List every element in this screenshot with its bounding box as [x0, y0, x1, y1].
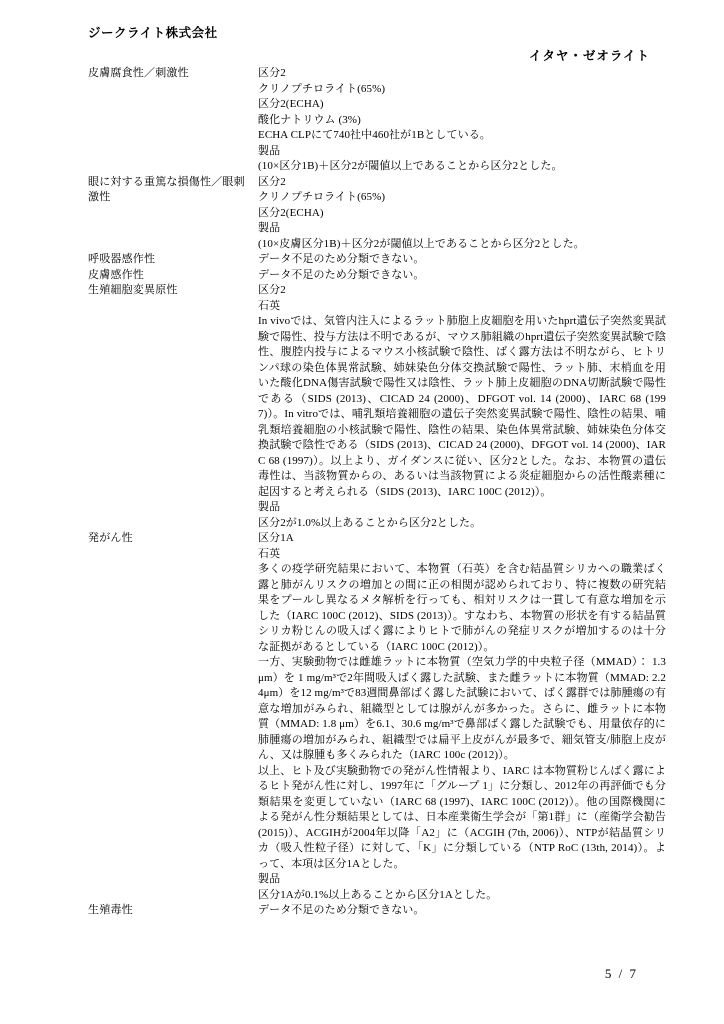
hazard-text-line: 区分2が1.0%以上あることから区分2とした。	[258, 516, 482, 529]
hazard-text-line: In vivoでは、気管内注入によるラット肺胞上皮細胞を用いたhprt遺伝子突然変異試験で陽性、投与方法は不明であるが、マウス肺組織のhprt遺伝子突然変異試験で陰性、腹腔内投与によるマウス小核試験で陰性、ばく露方法は不明ながら、ヒトリンパ球の染色体異常試験、姉妹染色分体交換試験で陽性、ラット肺、末梢血を用いた酸化DNA傷害試験で陽性又は陰性、ラット肺上皮細胞のDNA切断試験で陽性である（SIDS (2013)、CICAD 24 (2000)、DFGOT vol. 14 (2000)、IARC 68 (1997)）。In vitroでは、哺乳類培養細胞の遺伝子突然変異試験で陽性、陰性の結果、哺乳類培養細胞の小核試験で陽性、陰性の結果、染色体異常試験、姉妹染色分体交換試験で陰性である（SIDS (2013)、CICAD 24 (2000)、DFGOT vol. 14 (2000)、IARC 68 (1997)）。以上より、ガイダンスに従い、区分2とした。なお、本物質の遺伝毒性は、当該物質からの、あるいは当該物質による炎症細胞からの活性酸素種に起因すると考えられる（SIDS (2013)、IARC 100C (2012)）。	[258, 315, 667, 498]
hazard-body	[258, 268, 666, 284]
hazard-text-line: 石英	[258, 299, 281, 312]
page-header	[88, 23, 650, 64]
hazard-body	[258, 283, 666, 531]
hazard-text-line: 区分2	[258, 175, 286, 188]
hazard-label: 発がん性	[88, 532, 133, 544]
company-name: ジークライト株式会社	[88, 26, 218, 40]
hazard-row	[88, 531, 666, 903]
hazard-label: 皮膚感作性	[88, 268, 144, 281]
hazard-label: 皮膚腐食性／刺激性	[88, 67, 189, 79]
hazard-text-line: 製品	[258, 873, 281, 885]
hazard-text-line: 製品	[258, 144, 281, 157]
hazard-text-line: データ不足のため分類できない。	[258, 904, 425, 916]
hazard-row	[88, 175, 666, 253]
hazard-text-line: (10×皮膚区分1B)＋区分2が閾値以上であることから区分2とした。	[258, 237, 585, 250]
hazard-text-line: 区分1A	[258, 532, 294, 544]
hazard-text-line: 酸化ナトリウム (3%)	[258, 113, 361, 126]
hazard-text-line: 製品	[258, 222, 281, 234]
hazard-label: 生殖細胞変異原性	[88, 284, 178, 296]
hazard-text-line: (10×区分1B)＋区分2が閾値以上であることから区分2とした。	[258, 160, 563, 172]
hazard-body	[258, 252, 666, 268]
hazard-label: 眼に対する重篤な損傷性／眼刺激性	[88, 175, 245, 203]
hazard-body	[258, 903, 666, 919]
hazard-text-line: ECHA CLPにて740社中460社が1Bとしている。	[258, 129, 491, 141]
hazard-text-line: 区分2(ECHA)	[258, 206, 324, 219]
hazard-text-line: 区分1Aが0.1%以上あることから区分1Aとした。	[258, 888, 498, 901]
page-number: 5 / 7	[604, 966, 638, 981]
hazard-text-line: データ不足のため分類できない。	[258, 253, 425, 265]
hazard-label: 呼吸器感作性	[88, 253, 156, 265]
hazard-row	[88, 66, 666, 175]
hazard-text-line: クリノプチロライト(65%)	[258, 191, 386, 203]
hazard-text-line: 製品	[258, 501, 281, 513]
hazard-body	[258, 531, 666, 903]
hazard-text-line: 区分2	[258, 284, 286, 296]
hazard-row	[88, 283, 666, 531]
product-name: イタヤ・ゼオライト	[528, 49, 650, 63]
hazard-row	[88, 268, 666, 284]
hazard-text-line: 多くの疫学研究結果において、本物質（石英）を含む結晶質シリカへの職業ばく露と肺がんリスクの増加との間に正の相関が認められており、特に複数の研究結果をプールし異なるメタ解析を行っても、相対リスクは一貫して有意な増加を示した（IARC 100C (2012)、SIDS (2013)）。すなわち、本物質の形状を有する結晶質シリカ粉じんの吸入ばく露によりヒトで肺がんの発症リスクが増加するのは十分な証拠があるとしている（IARC 100C (2012)）。	[258, 563, 666, 653]
hazard-text-line: クリノプチロライト(65%)	[258, 82, 386, 95]
hazard-text-line: データ不足のため分類できない。	[258, 268, 425, 281]
hazard-text-line: 一方、実験動物では雌雄ラットに本物質（空気力学的中央粒子径（MMAD）： 1.3μm）を 1 mg/m³で2年間吸入ばく露した試験、また雌ラットに本物質（MMAD: 2.24μm）を12 mg/m³で83週間鼻部ばく露した試験において、ばく露群では肺腫瘍の有意な増加がみられ、組織型としては腺がんが多かった。さらに、雌ラットに本物質（MMAD: 1.8 μm）を6.1、30.6 mg/m³で鼻部ばく露した試験でも、用量依存的に肺腫瘍の増加がみられ、組織型では扁平上皮がんが最多で、細気管支/肺胞上皮がん、又は腺腫も多くみられた（IARC 100c (2012)）。	[258, 656, 666, 761]
hazard-body	[258, 175, 666, 253]
hazard-row	[88, 903, 666, 919]
hazard-body	[258, 66, 666, 175]
hazard-classification-table	[88, 66, 666, 919]
hazard-label: 生殖毒性	[88, 904, 133, 916]
hazard-text-line: 石英	[258, 547, 281, 560]
hazard-text-line: 以上、ヒト及び実験動物での発がん性情報より、IARC は本物質粉じんばく露によるヒト発がん性に対し、1997年に「グループ 1」に分類し、2012年の再評価でも分類結果を変更していない（IARC 68 (1997)、IARC 100C (2012)）。他の国際機関による発がん性分類結果としては、日本産業衛生学会が「第1群」に（産衛学会勧告 (2015)）、ACGIHが2004年以降「A2」に（ACGIH (7th, 2006)）、NTPが結晶質シリカ（吸入性粒子径）に対して、「K」に分類している（NTP RoC (13th, 2014)）。よって、本項は区分1Aとした。	[258, 764, 666, 870]
hazard-row	[88, 252, 666, 268]
hazard-text-line: 区分2	[258, 67, 286, 79]
hazard-text-line: 区分2(ECHA)	[258, 98, 324, 110]
